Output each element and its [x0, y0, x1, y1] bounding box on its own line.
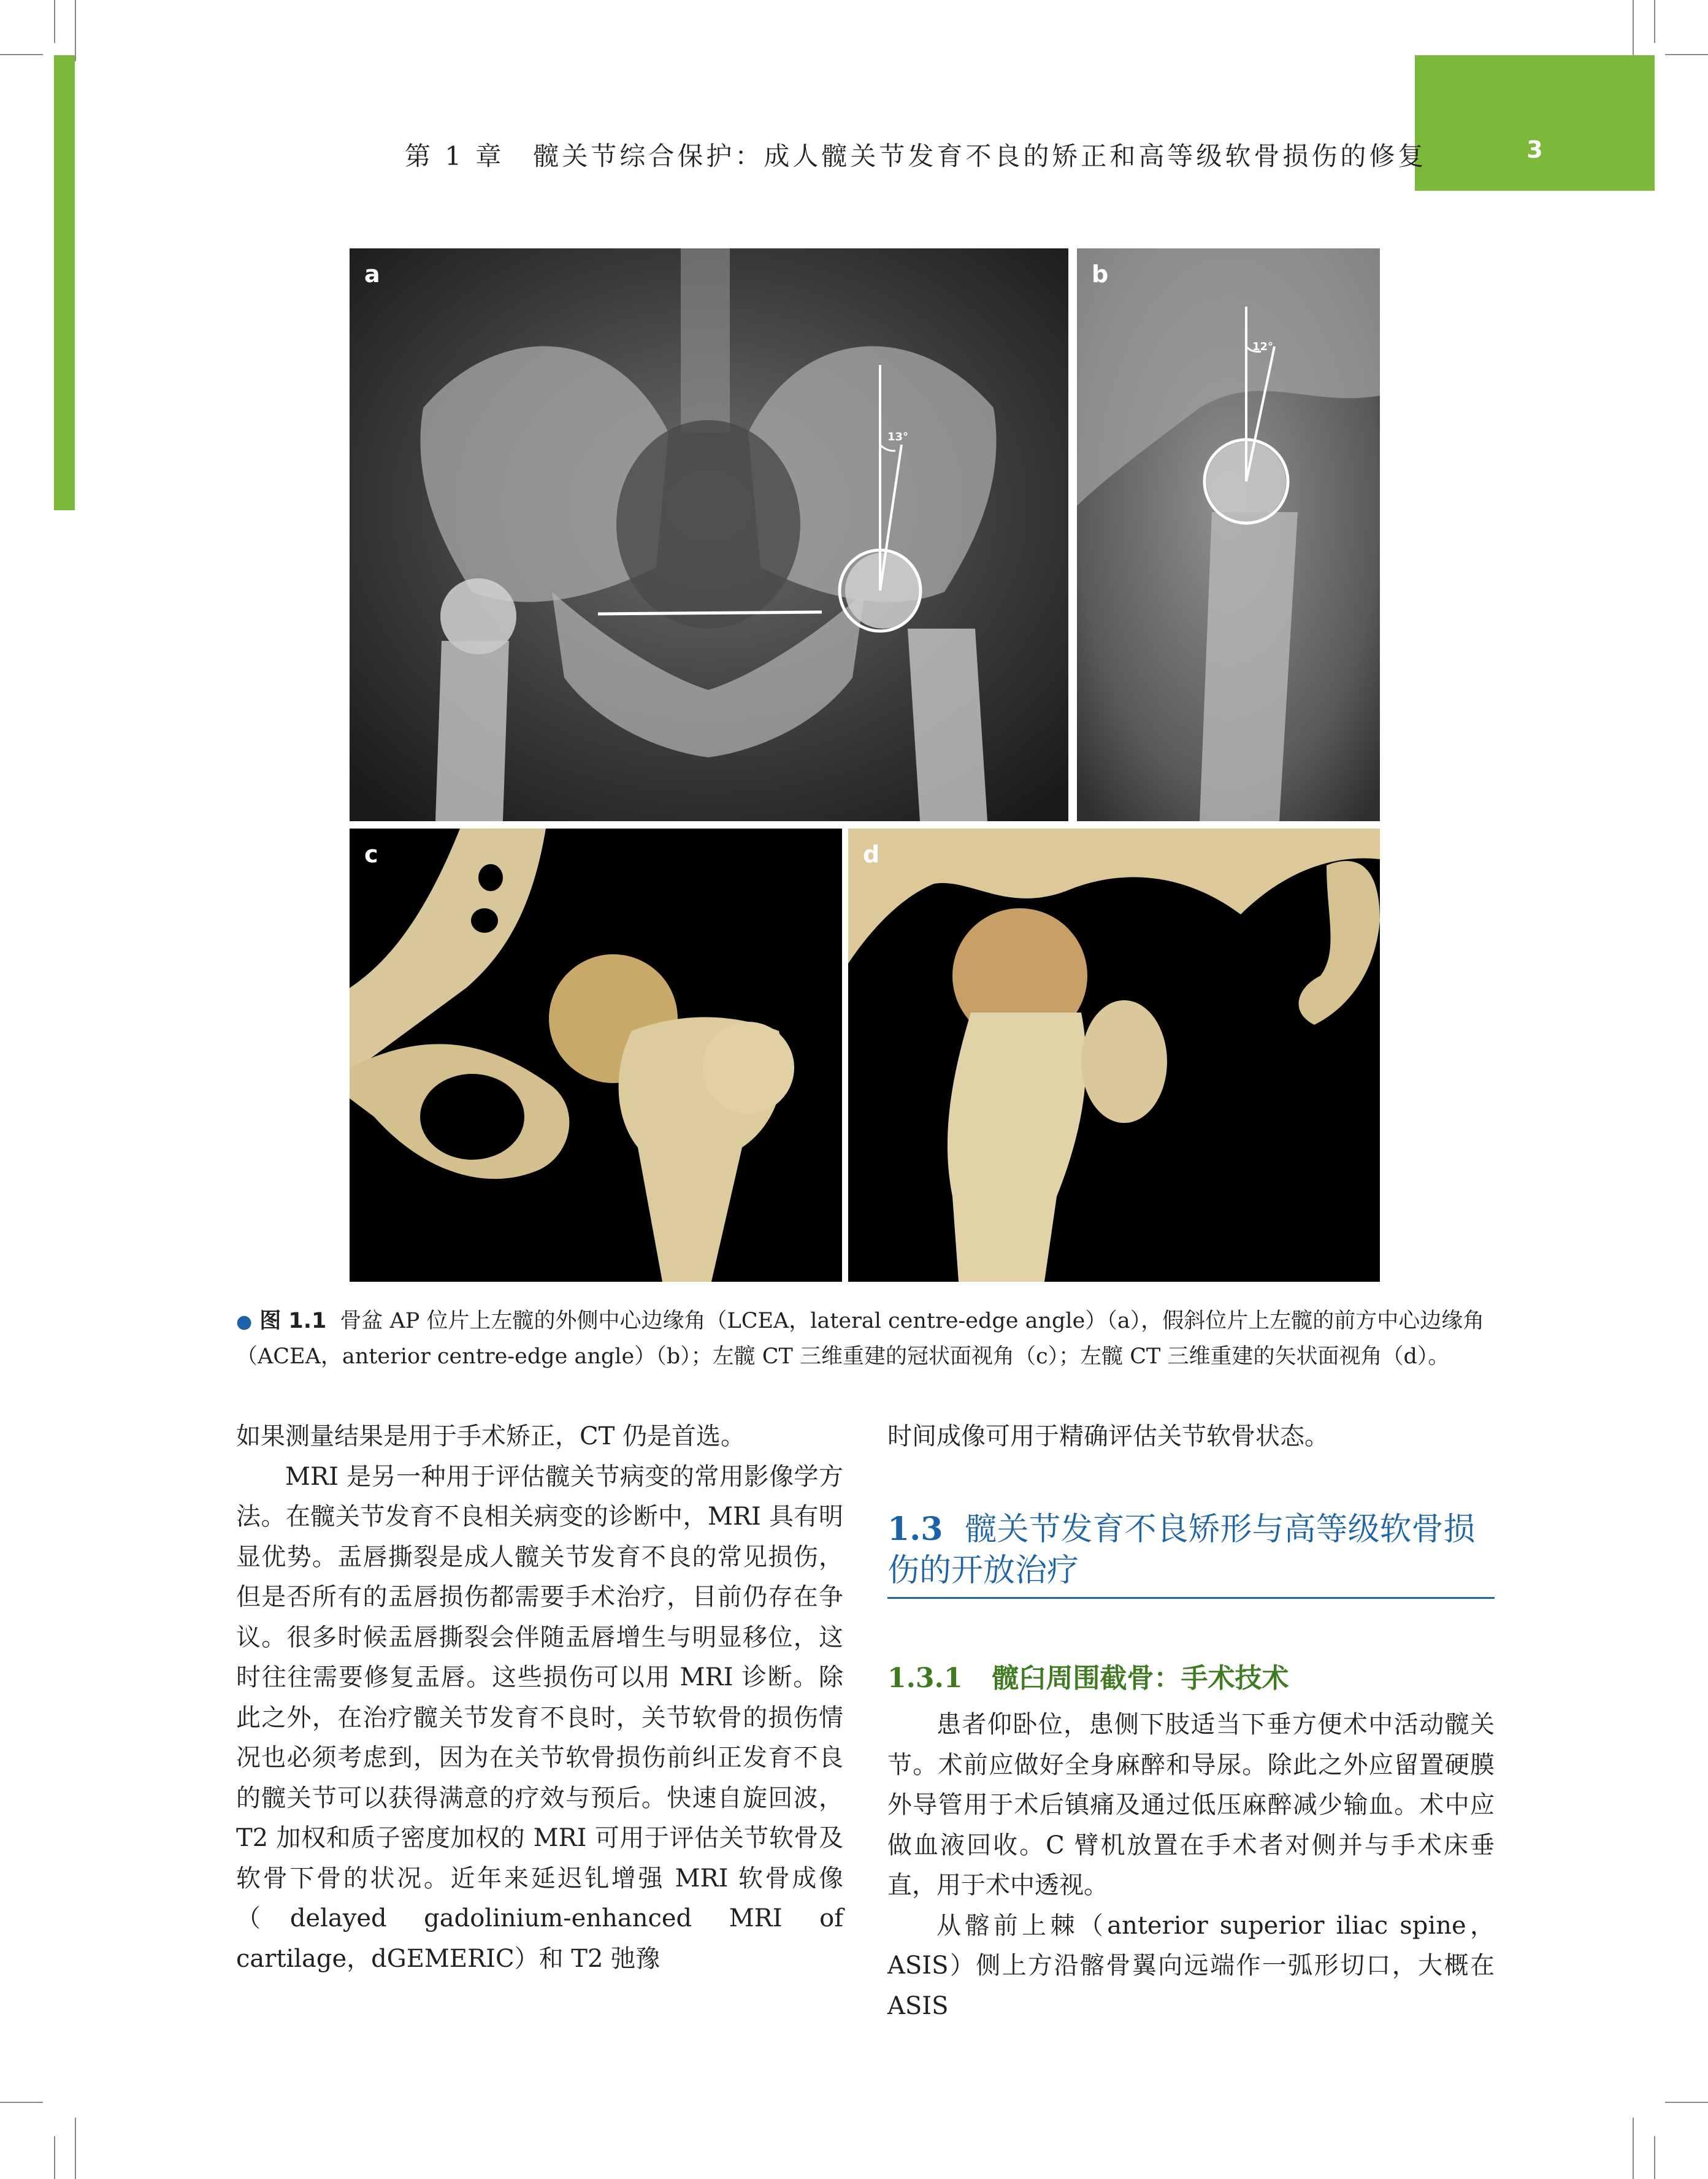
crop-mark — [54, 2136, 55, 2179]
crop-mark — [0, 54, 43, 55]
crop-mark — [1633, 0, 1634, 61]
section-number: 1.3 — [887, 1511, 943, 1548]
caption-text: 骨盆 AP 位片上左髋的外侧中心边缘角（LCEA，lateral centre-edge angle）（a），假斜位片上左髋的前方中心边缘角（ACEA，anterior centre-edge angle）（b）；左髋 CT 三维重建的冠状面视角（c）；左髋 CT 三维重建的矢状面视角（d）。 — [236, 1309, 1485, 1369]
crop-mark — [0, 2102, 43, 2103]
xray-ap-pelvis — [350, 248, 1068, 821]
body-right-column-top — [887, 1417, 1495, 1457]
section-rule — [887, 1597, 1495, 1599]
crop-mark — [1654, 2136, 1655, 2179]
page-number-tab — [1415, 55, 1655, 191]
body-right-column — [887, 1705, 1495, 2026]
figure-1-1 — [350, 248, 1380, 1282]
ct-3d-sagittal — [848, 829, 1380, 1282]
crop-mark — [1654, 0, 1655, 43]
subsection-number: 1.3.1 — [887, 1663, 963, 1694]
running-head: 第 1 章 髋关节综合保护：成人髋关节发育不良的矫正和高等级软骨损伤的修复 — [405, 141, 1427, 171]
paragraph: MRI 是另一种用于评估髋关节病变的常用影像学方法。在髋关节发育不良相关病变的诊断中，MRI 具有明显优势。盂唇撕裂是成人髋关节发育不良的常见损伤，但是否所有的盂唇损伤都需要手术治疗，目前仍存在争议。很多时候盂唇撕裂会伴随盂唇增生与明显移位，这时往往需要修复盂唇。这些损伤可以用 MRI 诊断。除此之外，在治疗髋关节发育不良时，关节软骨的损伤情况也必须考虑到，因为在关节软骨损伤前纠正发育不良的髋关节可以获得满意的疗效与预后。快速自旋回波，T2 加权和质子密度加权的 MRI 可用于评估关节软骨及软骨下骨的状况。近年来延迟钆增强 MRI 软骨成像（delayed gadolinium-enhanced MRI of cartilage，dGEMERIC）和 T2 弛豫 — [236, 1462, 843, 1973]
chapter-side-bar — [54, 55, 75, 510]
crop-mark — [75, 0, 76, 61]
paragraph: 时间成像可用于精确评估关节软骨状态。 — [887, 1422, 1329, 1450]
panel-label-a: a — [364, 261, 380, 288]
angle-label-b: 12° — [1252, 340, 1274, 353]
subsection-title: 髋臼周围截骨：手术技术 — [992, 1663, 1289, 1694]
bullet-icon: ● — [236, 1311, 253, 1333]
paragraph: 患者仰卧位，患侧下肢适当下垂方便术中活动髋关节。术前应做好全身麻醉和导尿。除此之外应留置硬膜外导管用于术后镇痛及通过低压麻醉减少输血。术中应做血液回收。C 臂机放置在手术者对侧并与手术床垂直，用于术中透视。 — [887, 1710, 1495, 1899]
angle-label-a: 13° — [887, 431, 909, 443]
crop-mark — [1633, 2118, 1634, 2179]
crop-mark — [54, 0, 55, 43]
page-number: 3 — [1526, 136, 1543, 163]
ct-3d-coronal — [350, 829, 842, 1282]
section-heading — [887, 1509, 1495, 1591]
subsection-heading — [887, 1656, 1495, 1695]
body-left-column — [236, 1417, 843, 1979]
paragraph: 如果测量结果是用于手术矫正，CT 仍是首选。 — [236, 1422, 745, 1450]
crop-mark — [75, 2118, 76, 2179]
figure-caption — [236, 1304, 1493, 1374]
panel-label-b: b — [1092, 261, 1109, 288]
xray-false-profile — [1077, 248, 1380, 821]
crop-mark — [1665, 54, 1708, 55]
paragraph: 从髂前上棘（anterior superior iliac spine，ASIS）侧上方沿髂骨翼向远端作一弧形切口，大概在 ASIS — [887, 1911, 1495, 2020]
panel-label-d: d — [863, 841, 880, 868]
panel-label-c: c — [364, 841, 378, 868]
crop-mark — [1665, 2102, 1708, 2103]
figure-number: 图 1.1 — [259, 1309, 327, 1333]
section-title: 髋关节发育不良矫形与高等级软骨损伤的开放治疗 — [887, 1511, 1476, 1589]
